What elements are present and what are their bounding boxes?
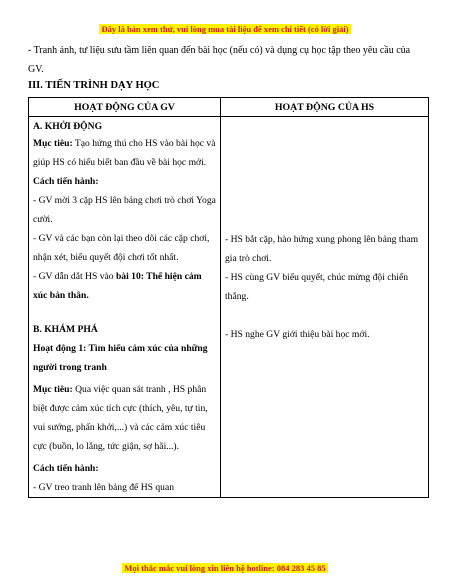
section-b-title: B. KHÁM PHÁ [33,324,98,335]
bottom-banner-text: Mọi thắc mắc vui lòng xin liên hệ hotline: 084 283 45 85 [124,563,326,573]
a-step-1: - GV mời 3 cặp HS lên bảng chơi trò chơi Yoga cười. [33,195,216,225]
hs-item-1: - HS bắt cặp, hào hứng xung phong lên bảng tham gia trò chơi. [225,234,419,264]
muc-tieu-b-text: Qua việc quan sát tranh , HS phân biệt được cảm xúc tích cực (thích, yêu, tự tin, vui sướng, phấn khởi,...) và các cảm xúc tiêu cực (buồn, lo lắng, tức giận, sợ hãi...). [33,384,208,452]
top-banner-text: Đây là bản xem thử, vui lòng mua tài liệu để xem chi tiết (có lời giải) [101,24,349,34]
section-a-title: A. KHỞI ĐỘNG [33,121,103,132]
hs-item-3: - HS nghe GV giới thiệu bài học mới. [225,329,370,340]
a-step-3-lesson: bài 10: Thể hiện cảm xúc bản thân. [33,271,202,301]
gv-activity-cell [29,117,221,498]
a-step-2: - GV và các bạn còn lại theo dõi các cặp chơi, nhận xét, biểu quyết đội chơi tốt nhất. [33,233,210,263]
muc-tieu-a-text: Tạo hứng thú cho HS vào bài học và giúp HS có hiểu biết ban đầu về bài học mới. [33,138,216,168]
section-heading: III. TIẾN TRÌNH DẠY HỌC [28,80,160,91]
table-header-row [29,98,429,117]
cach-tien-hanh-b: Cách tiến hành: [33,463,99,474]
header-gv: HOẠT ĐỘNG CỦA GV [29,98,221,117]
cach-tien-hanh-a: Cách tiến hành: [33,176,99,187]
muc-tieu-b [33,380,216,456]
muc-tieu-label-b: Mục tiêu: [33,384,73,395]
muc-tieu-label: Mục tiêu: [33,138,73,149]
b-step-1: - GV treo tranh lên bảng để HS quan [33,482,175,493]
header-hs: HOẠT ĐỘNG CỦA HS [221,98,429,117]
activity-1-title: Hoạt động 1: Tìm hiểu cảm xúc của những người trong tranh [33,343,208,373]
top-preview-banner [0,24,450,34]
lesson-plan-table [28,97,429,498]
table-row [29,117,429,498]
muc-tieu-a [33,134,216,172]
bottom-hotline-banner [0,563,450,573]
a-step-3-prefix: - GV dẫn dắt HS vào [33,271,116,282]
hs-activity-cell [221,117,429,498]
intro-paragraph: - Tranh ảnh, tư liệu sưu tầm liên quan đến bài học (nếu có) và dụng cụ học tập theo yêu cầu của GV. [28,45,411,75]
a-step-3 [33,267,216,305]
hs-item-2: - HS cùng GV biểu quyết, chúc mừng đội chiến thắng. [225,272,409,302]
